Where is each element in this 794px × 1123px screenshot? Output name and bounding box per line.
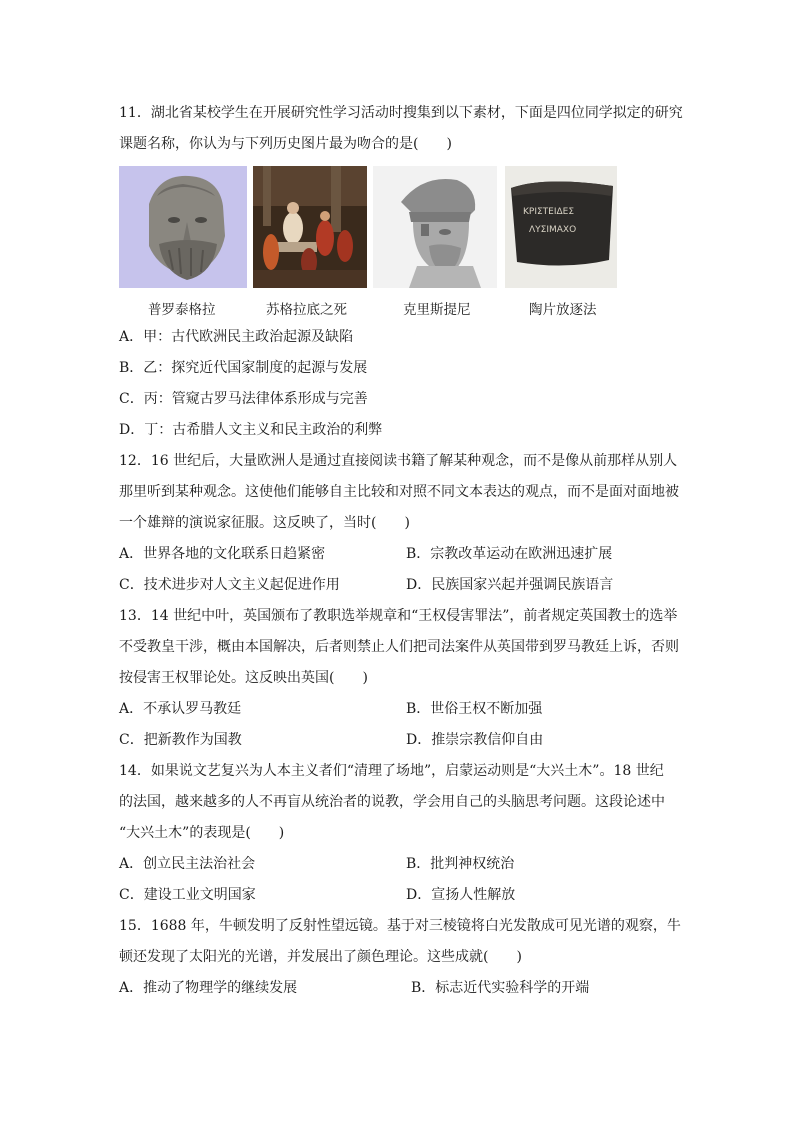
image-captions [119, 292, 679, 322]
death-of-socrates-painting [253, 166, 367, 288]
question-13-stem-line1: 13．14 世纪中叶，英国颁布了教职选举规章和“王权侵害罪法”，前者规定英国教士的选举 [119, 608, 678, 624]
question-15 [119, 911, 679, 1004]
question-13-option-d[interactable]: D．推崇宗教信仰自由 [406, 732, 544, 748]
question-13-stem-line2: 不受教皇干涉，概由本国解决，后者则禁止人们把司法案件从英国带到罗马教廷上诉，否则 [119, 639, 679, 655]
question-11 [119, 98, 683, 446]
question-12-stem-line3: 一个雄辩的演说家征服。这反映了，当时( ) [119, 515, 410, 531]
question-13-option-c[interactable]: C．把新教作为国教 [119, 732, 242, 748]
caption-ostracism: 陶片放逐法 [529, 302, 597, 318]
question-15-stem-line2: 顿还发现了太阳光的光谱，并发展出了颜色理论。这些成就( ) [119, 949, 522, 965]
question-12-stem-line1: 12．16 世纪后，大量欧洲人是通过直接阅读书籍了解某种观念，而不是像从前那样从别人 [119, 453, 678, 469]
protagoras-bust-image [119, 166, 247, 288]
question-12-options-row1 [119, 539, 679, 570]
question-13-option-b[interactable]: B．世俗王权不断加强 [406, 701, 543, 717]
question-14-option-b[interactable]: B．批判神权统治 [406, 856, 515, 872]
question-14-options-row2 [119, 880, 679, 911]
question-list [119, 98, 683, 1004]
question-13-options-row1 [119, 694, 679, 725]
question-15-option-b[interactable]: B．标志近代实验科学的开端 [411, 980, 590, 996]
question-15-stem-line1: 15．1688 年，牛顿发明了反射性望远镜。基于对三棱镜将白光发散成可见光谱的观察，牛 [119, 918, 681, 934]
cleisthenes-bust-image [373, 166, 497, 288]
question-15-options-row1 [119, 973, 679, 1004]
question-11-option-d[interactable]: D．丁：古希腊人文主义和民主政治的利弊 [119, 422, 383, 438]
question-11-stem-line2: 课题名称，你认为与下列历史图片最为吻合的是( ) [119, 136, 452, 152]
question-13-stem-line3: 按侵害王权罪论处。这反映出英国( ) [119, 670, 368, 686]
question-13 [119, 601, 679, 756]
question-15-option-a[interactable]: A．推动了物理学的继续发展 [119, 980, 298, 996]
question-14-option-c[interactable]: C．建设工业文明国家 [119, 887, 256, 903]
question-12-option-a[interactable]: A．世界各地的文化联系日趋紧密 [119, 546, 326, 562]
question-14-option-a[interactable]: A．创立民主法治社会 [119, 856, 256, 872]
ostracon-inscription-line2: ΛΥΣΙΜΑΧΟ [529, 225, 577, 235]
question-14-stem-line3: “大兴土木”的表现是( ) [119, 825, 285, 841]
question-14 [119, 756, 679, 911]
caption-protagoras: 普罗泰格拉 [148, 302, 216, 318]
caption-death-of-socrates: 苏格拉底之死 [266, 302, 347, 318]
question-14-stem-line1: 14．如果说文艺复兴为人本主义者们“清理了场地”，启蒙运动则是“大兴土木”。18 世纪 [119, 763, 664, 779]
question-11-stem-line1: 11．湖北省某校学生在开展研究性学习活动时搜集到以下素材，下面是四位同学拟定的研究 [119, 105, 683, 121]
question-12-option-d[interactable]: D．民族国家兴起并强调民族语言 [406, 577, 614, 593]
ostracon-inscription-line1: ΚΡΙΣΤΕΙΔΕΣ [523, 207, 575, 217]
question-11-option-b[interactable]: B．乙：探究近代国家制度的起源与发展 [119, 360, 368, 376]
history-image-strip [119, 166, 679, 290]
question-12-option-c[interactable]: C．技术进步对人文主义起促进作用 [119, 577, 340, 593]
question-11-option-a[interactable]: A．甲：古代欧洲民主政治起源及缺陷 [119, 329, 354, 345]
question-14-stem-line2: 的法国，越来越多的人不再盲从统治者的说教，学会用自己的头脑思考问题。这段论述中 [119, 794, 665, 810]
question-12 [119, 446, 679, 601]
question-12-option-b[interactable]: B．宗教改革运动在欧洲迅速扩展 [406, 546, 613, 562]
caption-cleisthenes: 克里斯提尼 [403, 302, 471, 318]
question-12-options-row2 [119, 570, 679, 601]
question-13-options-row2 [119, 725, 679, 756]
question-14-option-d[interactable]: D．宣扬人性解放 [406, 887, 516, 903]
ostracon-shard-image [505, 166, 617, 288]
question-12-stem-line2: 那里听到某种观念。这使他们能够自主比较和对照不同文本表达的观点，而不是面对面地被 [119, 484, 679, 500]
question-14-options-row1 [119, 849, 679, 880]
question-11-option-c[interactable]: C．丙：管窥古罗马法律体系形成与完善 [119, 391, 368, 407]
question-13-option-a[interactable]: A．不承认罗马教廷 [119, 701, 242, 717]
